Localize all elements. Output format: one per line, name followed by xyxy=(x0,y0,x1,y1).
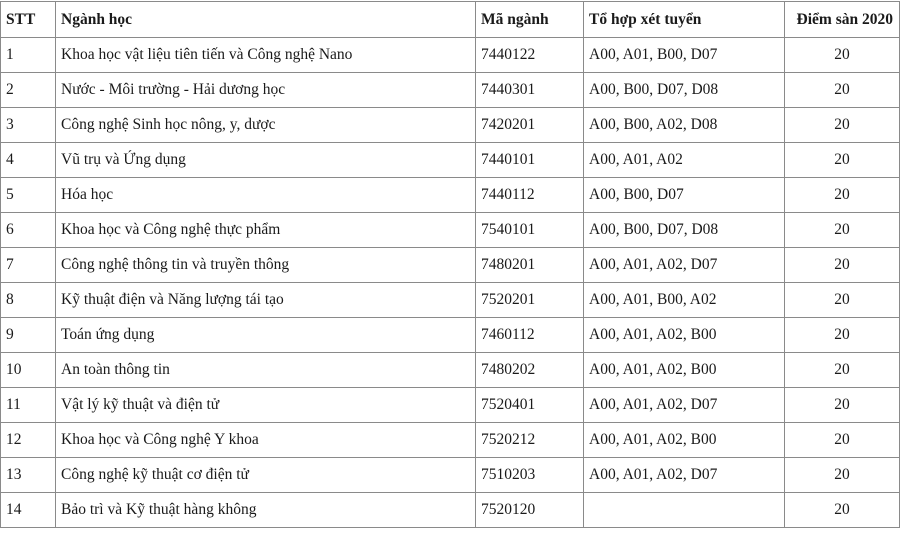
cell-score: 20 xyxy=(785,178,900,213)
cell-major: An toàn thông tin xyxy=(56,353,476,388)
cell-combo: A00, A01, A02, D07 xyxy=(584,248,785,283)
cell-code: 7520212 xyxy=(476,423,584,458)
cell-combo: A00, A01, A02 xyxy=(584,143,785,178)
cell-major: Khoa học và Công nghệ thực phẩm xyxy=(56,213,476,248)
cell-stt: 12 xyxy=(1,423,56,458)
cell-major: Hóa học xyxy=(56,178,476,213)
cell-code: 7420201 xyxy=(476,108,584,143)
cell-combo: A00, B00, A02, D08 xyxy=(584,108,785,143)
table-row xyxy=(1,458,900,493)
cell-combo: A00, B00, D07, D08 xyxy=(584,213,785,248)
table-row xyxy=(1,493,900,528)
cell-code: 7440101 xyxy=(476,143,584,178)
cell-combo: A00, A01, A02, B00 xyxy=(584,423,785,458)
cell-stt: 3 xyxy=(1,108,56,143)
cell-major: Toán ứng dụng xyxy=(56,318,476,353)
cell-code: 7520120 xyxy=(476,493,584,528)
cell-stt: 7 xyxy=(1,248,56,283)
cell-score: 20 xyxy=(785,73,900,108)
cell-major: Vũ trụ và Ứng dụng xyxy=(56,143,476,178)
cell-score: 20 xyxy=(785,213,900,248)
admission-score-table xyxy=(0,1,900,528)
cell-code: 7520201 xyxy=(476,283,584,318)
table-row xyxy=(1,38,900,73)
table-row xyxy=(1,353,900,388)
cell-score: 20 xyxy=(785,423,900,458)
cell-major: Vật lý kỹ thuật và điện tử xyxy=(56,388,476,423)
cell-score: 20 xyxy=(785,248,900,283)
header-score: Điểm sàn 2020 xyxy=(785,2,900,38)
table-row xyxy=(1,388,900,423)
cell-major: Công nghệ kỹ thuật cơ điện tử xyxy=(56,458,476,493)
header-stt: STT xyxy=(1,2,56,38)
table-header-row xyxy=(1,2,900,38)
cell-code: 7520401 xyxy=(476,388,584,423)
cell-score: 20 xyxy=(785,458,900,493)
table-row xyxy=(1,248,900,283)
cell-code: 7540101 xyxy=(476,213,584,248)
cell-stt: 13 xyxy=(1,458,56,493)
cell-code: 7440122 xyxy=(476,38,584,73)
table-row xyxy=(1,143,900,178)
cell-stt: 6 xyxy=(1,213,56,248)
cell-stt: 14 xyxy=(1,493,56,528)
cell-stt: 1 xyxy=(1,38,56,73)
cell-score: 20 xyxy=(785,388,900,423)
table-row xyxy=(1,283,900,318)
cell-combo: A00, A01, B00, D07 xyxy=(584,38,785,73)
cell-combo: A00, B00, D07, D08 xyxy=(584,73,785,108)
cell-score: 20 xyxy=(785,353,900,388)
cell-score: 20 xyxy=(785,108,900,143)
table-row xyxy=(1,213,900,248)
cell-stt: 4 xyxy=(1,143,56,178)
cell-major: Khoa học vật liệu tiên tiến và Công nghệ Nano xyxy=(56,38,476,73)
cell-score: 20 xyxy=(785,318,900,353)
table-body xyxy=(1,38,900,528)
table-row xyxy=(1,178,900,213)
cell-major: Công nghệ Sinh học nông, y, dược xyxy=(56,108,476,143)
cell-major: Khoa học và Công nghệ Y khoa xyxy=(56,423,476,458)
cell-code: 7440301 xyxy=(476,73,584,108)
cell-major: Nước - Môi trường - Hải dương học xyxy=(56,73,476,108)
cell-major: Bảo trì và Kỹ thuật hàng không xyxy=(56,493,476,528)
cell-score: 20 xyxy=(785,38,900,73)
cell-score: 20 xyxy=(785,283,900,318)
table-row xyxy=(1,108,900,143)
cell-code: 7440112 xyxy=(476,178,584,213)
cell-code: 7510203 xyxy=(476,458,584,493)
cell-combo: A00, A01, B00, A02 xyxy=(584,283,785,318)
header-code: Mã ngành xyxy=(476,2,584,38)
cell-stt: 10 xyxy=(1,353,56,388)
cell-combo: A00, A01, A02, D07 xyxy=(584,388,785,423)
cell-stt: 5 xyxy=(1,178,56,213)
cell-code: 7480202 xyxy=(476,353,584,388)
cell-stt: 2 xyxy=(1,73,56,108)
table-row xyxy=(1,73,900,108)
cell-code: 7460112 xyxy=(476,318,584,353)
table-row xyxy=(1,318,900,353)
cell-combo xyxy=(584,493,785,528)
cell-major: Công nghệ thông tin và truyền thông xyxy=(56,248,476,283)
cell-score: 20 xyxy=(785,143,900,178)
cell-stt: 9 xyxy=(1,318,56,353)
cell-stt: 8 xyxy=(1,283,56,318)
cell-combo: A00, A01, A02, D07 xyxy=(584,458,785,493)
cell-combo: A00, B00, D07 xyxy=(584,178,785,213)
cell-combo: A00, A01, A02, B00 xyxy=(584,353,785,388)
cell-score: 20 xyxy=(785,493,900,528)
cell-stt: 11 xyxy=(1,388,56,423)
cell-major: Kỹ thuật điện và Năng lượng tái tạo xyxy=(56,283,476,318)
header-combo: Tổ hợp xét tuyển xyxy=(584,2,785,38)
header-major: Ngành học xyxy=(56,2,476,38)
cell-code: 7480201 xyxy=(476,248,584,283)
table-row xyxy=(1,423,900,458)
cell-combo: A00, A01, A02, B00 xyxy=(584,318,785,353)
